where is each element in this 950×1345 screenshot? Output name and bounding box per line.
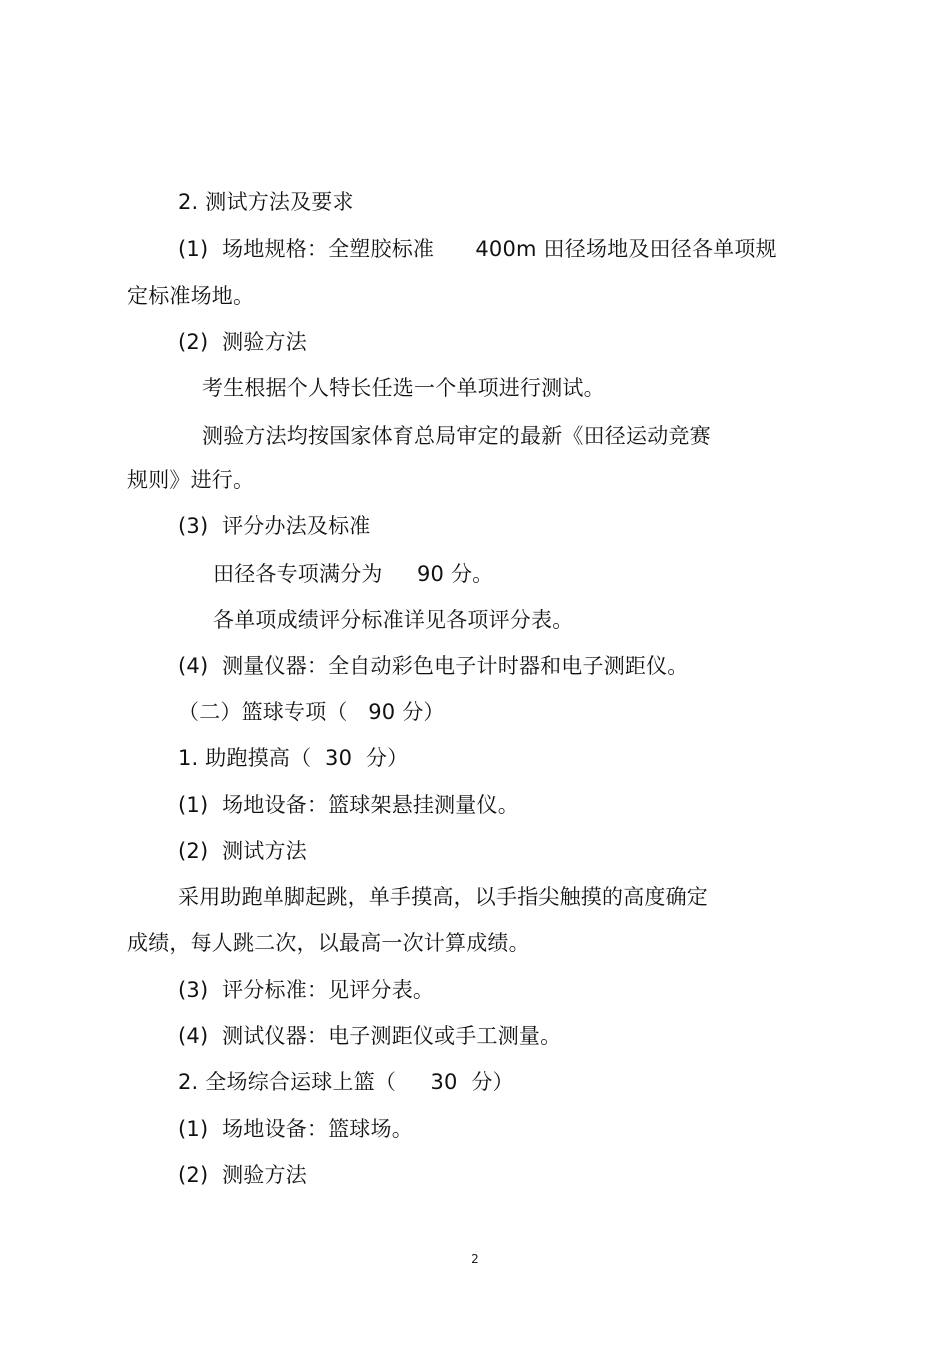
page-number: 2 <box>471 1252 479 1266</box>
paragraph-rules: 测验方法均按国家体育总局审定的最新《田径运动竞赛 <box>202 424 711 448</box>
paragraph-rules-cont: 规则》进行。 <box>127 468 255 492</box>
paragraph-equipment-reach: (1) 场地设备：篮球架悬挂测量仪。 <box>178 793 519 817</box>
paragraph-choose-event: 考生根据个人特长任选一个单项进行测试。 <box>202 376 605 400</box>
section-heading-basketball: （二）篮球专项（ 90 分） <box>178 700 445 724</box>
paragraph-full-score: 田径各专项满分为 90 分。 <box>213 562 494 586</box>
heading-full-court-dribble: 2. 全场综合运球上篮（ 30 分） <box>178 1070 514 1094</box>
paragraph-score-table: 各单项成绩评分标准详见各项评分表。 <box>213 608 574 632</box>
section-heading-test-method: 2. 测试方法及要求 <box>178 190 354 214</box>
subheading-scoring: (3) 评分办法及标准 <box>178 514 371 538</box>
paragraph-venue-spec-cont: 定标准场地。 <box>127 284 255 308</box>
subheading-test-method: (2) 测验方法 <box>178 330 307 354</box>
paragraph-jump-method: 采用助跑单脚起跳，单手摸高，以手指尖触摸的高度确定 <box>178 885 708 909</box>
paragraph-jump-method-cont: 成绩，每人跳二次，以最高一次计算成绩。 <box>127 931 530 955</box>
heading-running-reach: 1. 助跑摸高（ 30 分） <box>178 746 409 770</box>
paragraph-instruments: (4) 测量仪器：全自动彩色电子计时器和电子测距仪。 <box>178 654 689 678</box>
paragraph-venue-spec: (1) 场地规格：全塑胶标准 400m 田径场地及田径各单项规 <box>178 237 777 261</box>
subheading-test-method-3: (2) 测验方法 <box>178 1163 307 1187</box>
subheading-test-method-2: (2) 测试方法 <box>178 839 307 863</box>
paragraph-equipment-court: (1) 场地设备：篮球场。 <box>178 1117 413 1141</box>
paragraph-test-instrument: (4) 测试仪器：电子测距仪或手工测量。 <box>178 1024 562 1048</box>
paragraph-scoring-standard: (3) 评分标准：见评分表。 <box>178 978 435 1002</box>
